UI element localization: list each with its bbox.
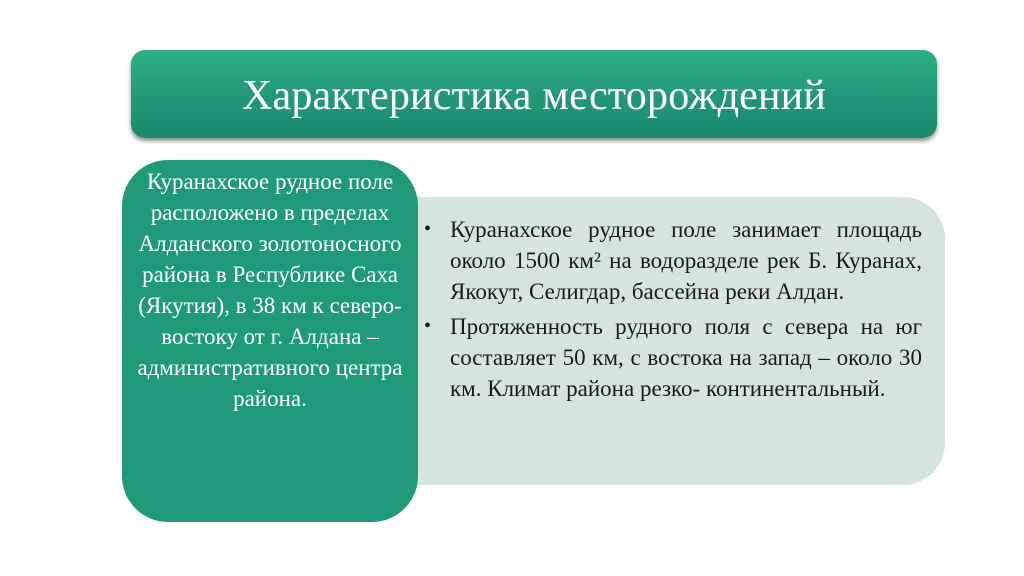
bullet-marker: • <box>424 315 432 337</box>
bullet-item-extent <box>424 311 922 404</box>
bullet-item-area <box>424 214 922 307</box>
slide-title: Характеристика месторождений <box>241 73 827 119</box>
bullet-list <box>424 214 922 408</box>
bullet-text: Куранахское рудное поле занимает площадь около 1500 км² на водоразделе рек Б. Куранах, Якокут, Селигдар, бассейна реки Алдан. <box>450 217 922 304</box>
location-text: Куранахское рудное поле расположено в пределах Алданского золотоносного района в Республике Саха (Якутия), в 38 км к северо-востоку от г. Алдана – административного центра района. <box>137 169 403 411</box>
location-card <box>122 160 418 522</box>
bullet-text: Протяженность рудного поля с севера на юг составляет 50 км, с востока на запад – около 30 км. Климат района резко- континентальный. <box>450 314 922 401</box>
slide-title-bar <box>131 50 937 138</box>
bullet-marker: • <box>424 218 432 240</box>
